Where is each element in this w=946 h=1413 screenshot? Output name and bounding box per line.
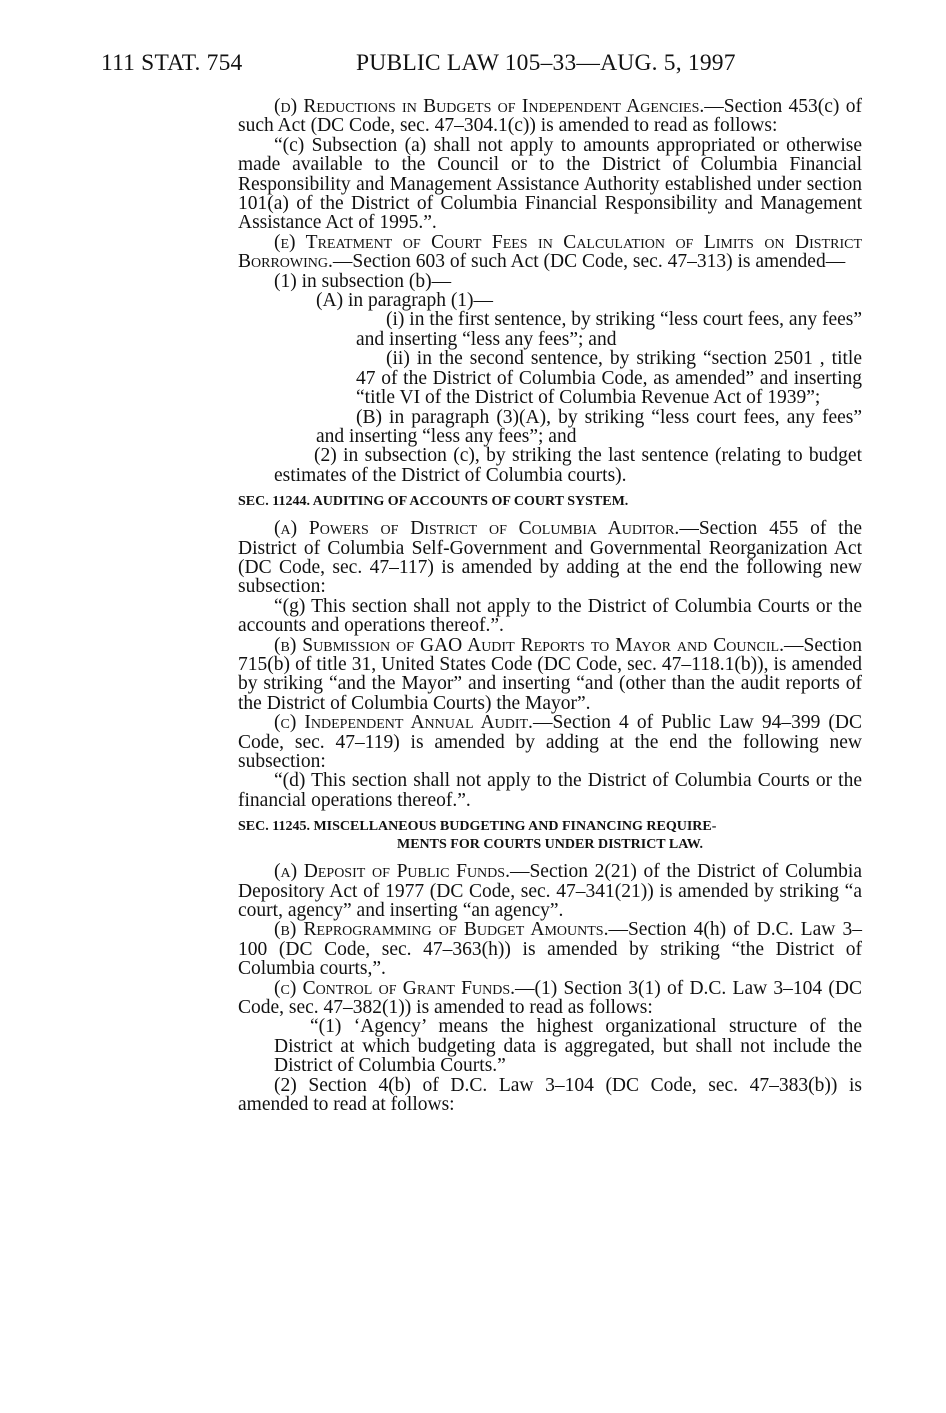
quote-d: “(c) Subsection (a) shall not apply to amounts appropriated or otherwise made available to the Council or to the District of Columbia Financial Responsibility and Management Assistance Authority established under section 101(a) of the District of Columbia Financial Responsibility and Management Assistance Act of 1995.”. <box>238 134 862 234</box>
section-11245-heading <box>238 818 862 854</box>
clause-e-1-A-ii: (ii) in the second sentence, by striking “section 2501 , title 47 of the District of Columbia Code, as amended” and inserting “title VI of the District of Columbia Revenue Act of 1939”; <box>356 348 862 409</box>
text-e: —Section 603 of such Act (DC Code, sec. 47–313) is amended— <box>332 251 846 273</box>
text-d: —Section 453(c) of such Act (DC Code, sec. 47–304.1(c)) is amended to read as follows: <box>238 96 862 137</box>
law-text <box>238 97 862 1115</box>
clause-e-1: (1) in subsection (b)— <box>274 270 452 292</box>
text-b2: —Section 4(h) of D.C. Law 3–100 (DC Code, sec. 47–363(h)) is amended by striking “the District of Columbia courts,”. <box>238 919 862 980</box>
paragraph-a2 <box>238 862 862 920</box>
text-c2: —(1) Section 3(1) of D.C. Law 3–104 (DC Code, sec. 47–382(1)) is amended to read as follows: <box>238 977 863 1019</box>
paragraph-e <box>238 233 862 272</box>
clause-e-1-A: (A) in paragraph (1)— <box>316 290 494 312</box>
paragraph-c2-2: (2) Section 4(b) of D.C. Law 3–104 (DC Code, sec. 47–383(b)) is amended to read at follows: <box>238 1074 862 1116</box>
heading-d: (d) Reductions in Budgets of Independent Agencies. <box>274 96 705 117</box>
paragraph-b1 <box>238 636 862 714</box>
text-c1: —Section 4 of Public Law 94–399 (DC Code, sec. 47–119) is amended by adding at the end the following new subsection: <box>238 712 862 772</box>
heading-a1: (a) Powers of District of Columbia Auditor. <box>274 518 680 540</box>
heading-c2: (c) Control of Grant Funds. <box>274 977 516 999</box>
running-header: PUBLIC LAW 105–33—AUG. 5, 1997 <box>356 50 736 76</box>
quote-c2: “(1) ‘Agency’ means the highest organizational structure of the District at which budgeting data is aggregated, but shall not include the District of Columbia Courts.” <box>274 1016 862 1077</box>
heading-b2: (b) Reprogramming of Budget Amounts. <box>274 919 609 941</box>
text-a2: —Section 2(21) of the District of Columbia Depository Act of 1977 (DC Code, sec. 47–341(21)) is amended by striking “a court, agency” and inserting “an agency”. <box>238 861 862 922</box>
page-citation: 111 STAT. 754 <box>101 50 243 76</box>
paragraph-b2 <box>238 920 862 978</box>
section-11245-heading-line2: MENTS FOR COURTS UNDER DISTRICT LAW. <box>396 837 704 853</box>
section-11244-heading: SEC. 11244. AUDITING OF ACCOUNTS OF COURT SYSTEM. <box>238 494 629 510</box>
section-11245-heading-line1: SEC. 11245. MISCELLANEOUS BUDGETING AND FINANCING REQUIRE- <box>238 819 717 835</box>
paragraph-d <box>238 97 862 136</box>
text-b1: —Section 715(b) of title 31, United States Code (DC Code, sec. 47–118.1(b)), is amended by striking “and the Mayor” and inserting “and (other than the audit reports of the District of Columbia Courts) the Mayor”. <box>238 634 862 714</box>
heading-c1: (c) Independent Annual Audit. <box>274 712 533 734</box>
quote-a1: “(g) This section shall not apply to the District of Columbia Courts or the accounts and operations thereof.”. <box>238 595 862 637</box>
heading-e: (e) Treatment of Court Fees in Calculation of Limits on District Borrowing. <box>238 231 862 273</box>
paragraph-c1 <box>238 713 862 771</box>
clause-e-2: (2) in subsection (c), by striking the last sentence (relating to budget estimates of the District of Columbia courts). <box>274 445 862 486</box>
heading-b1: (b) Submission of GAO Audit Reports to Mayor and Council. <box>274 634 784 656</box>
paragraph-c2 <box>238 979 862 1018</box>
quote-c1: “(d) This section shall not apply to the District of Columbia Courts or the financial operations thereof.”. <box>238 770 862 811</box>
heading-a2: (a) Deposit of Public Funds. <box>274 861 510 883</box>
clause-e-1-B: (B) in paragraph (3)(A), by striking “less court fees, any fees” and inserting “less any fees”; and <box>316 406 862 447</box>
clause-e-1-A-i: (i) in the first sentence, by striking “less court fees, any fees” and inserting “less any fees”; and <box>356 309 862 350</box>
paragraph-a1 <box>238 519 862 597</box>
text-a1: —Section 455 of the District of Columbia Self-Government and Governmental Reorganization Act (DC Code, sec. 47–117) is amended by adding at the end the following new subsection: <box>238 518 862 598</box>
